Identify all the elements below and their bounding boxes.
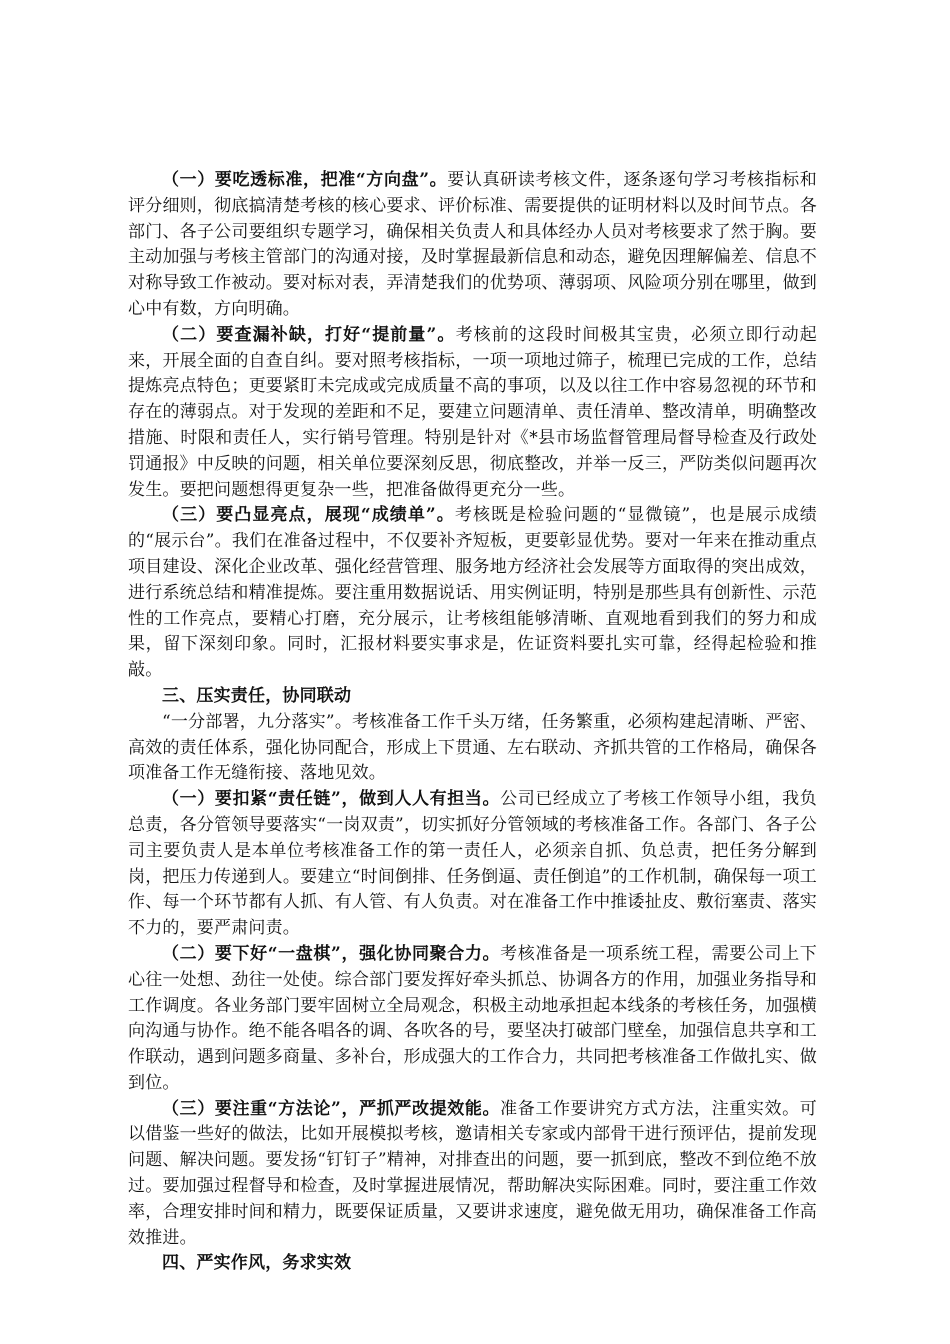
paragraph-body: 准备工作要讲究方式方法，注重实效。可以借鉴一些好的做法，比如开展模拟考核，邀请相关专家或内部骨干进行预评估，提前发现问题、解决问题。要发扬“钉钉子”精神，对排查出的问题，要一抓到底，整改不到位绝不放过。要加强过程督导和检查，及时掌握进展情况，帮助解决实际困难。同时，要注重工作效率，合理安排时间和精力，既要保证质量，又要讲求速度，避免做无用功，确保准备工作高效推进。	[128, 1098, 817, 1248]
paragraph-body: 考核准备是一项系统工程，需要公司上下心往一处想、劲往一处使。综合部门要发挥好牵头抓总、协调各方的作用，加强业务指导和工作调度。各业务部门要牢固树立全局观念，积极主动地承担起本线条的考核任务，加强横向沟通与协作。绝不能各唱各的调、各吹各的号，要坚决打破部门壁垒，加强信息共享和工作联动，遇到问题多商量、多补台，形成强大的工作合力，共同把考核准备工作做扎实、做到位。	[128, 943, 817, 1093]
paragraph-body: “一分部署，九分落实”。考核准备工作千头万绪，任务繁重，必须构建起清晰、严密、高效的责任体系，强化协同配合，形成上下贯通、左右联动、齐抓共管的工作格局，确保各项准备工作无缝衔接、落地见效。	[128, 711, 817, 784]
paragraph-body: 公司已经成立了考核工作领导小组，我负总责，各分管领导要落实“一岗双责”，切实抓好分管领域的考核准备工作。各部门、各子公司主要负责人是本单位考核准备工作的第一责任人，必须亲自抓、负总责，把任务分解到岗，把压力传递到人。要建立“时间倒排、任务倒逼、责任倒追”的工作机制，确保每一项工作、每一个环节都有人抓、有人管、有人负责。对在准备工作中推诿扯皮、敷衍塞责、落实不力的，要严肃问责。	[128, 789, 817, 939]
section-heading-4: 四、严实作风，务求实效	[162, 1253, 352, 1274]
paragraph-body: 考核前的这段时间极其宝贵，必须立即行动起来，开展全面的自查自纠。要对照考核指标，一项一项地过筛子，梳理已完成的工作，总结提炼亮点特色；更要紧盯未完成或完成质量不高的事项，以及以往工作中容易忽视的环节和存在的薄弱点。对于发现的差距和不足，要建立问题清单、责任清单、整改清单，明确整改措施、时限和责任人，实行销号管理。特别是针对《*县市场监督管理局督导检查及行政处罚通报》中反映的问题，相关单位要深刻反思，彻底整改，并举一反三，严防类似问题再次发生。要把问题想得更复杂一些，把准备做得更充分一些。	[128, 324, 817, 500]
paragraph-section3-intro	[128, 710, 817, 787]
paragraph-lead: （一）要扣紧“责任链”，做到人人有担当。	[162, 789, 501, 810]
paragraph-gaps	[128, 323, 817, 504]
paragraph-lead: （二）要查漏补缺，打好“提前量”。	[162, 324, 456, 345]
section-heading-3: 三、压实责任，协同联动	[162, 685, 352, 706]
paragraph-coordination	[128, 942, 817, 1097]
paragraph-body: 要认真研读考核文件，逐条逐句学习考核指标和评分细则，彻底搞清楚考核的核心要求、评价标准、需要提供的证明材料以及时间节点。各部门、各子公司要组织专题学习，确保相关负责人和具体经办人员对考核要求了然于胸。要主动加强与考核主管部门的沟通对接，及时掌握最新信息和动态，避免因理解偏差、信息不对称导致工作被动。要对标对表，弄清楚我们的优势项、薄弱项、风险项分别在哪里，做到心中有数，方向明确。	[128, 170, 817, 319]
paragraph-lead: （二）要下好“一盘棋”，强化协同聚合力。	[162, 943, 501, 964]
paragraph-lead: （三）要凸显亮点，展现“成绩单”。	[162, 505, 455, 526]
paragraph-lead: （三）要注重“方法论”，严抓严改提效能。	[162, 1098, 501, 1119]
paragraph-lead: （一）要吃透标准，把准“方向盘”。	[162, 170, 448, 190]
paragraph-standards	[128, 168, 817, 323]
paragraph-responsibility	[128, 787, 817, 942]
paragraph-highlights	[128, 503, 817, 684]
paragraph-methods	[128, 1097, 817, 1252]
paragraph-body: 考核既是检验问题的“显微镜”，也是展示成绩的“展示台”。我们在准备过程中，不仅要补齐短板，更要彰显优势。要对一年来在推动重点项目建设、深化企业改革、强化经营管理、服务地方经济社会发展等方面取得的突出成效，进行系统总结和精准提炼。要注重用数据说话、用实例证明，特别是那些具有创新性、示范性的工作亮点，要精心打磨，充分展示，让考核组能够清晰、直观地看到我们的努力和成果，留下深刻印象。同时，汇报材料要实事求是，佐证资料要扎实可靠，经得起检验和推敲。	[128, 505, 817, 681]
